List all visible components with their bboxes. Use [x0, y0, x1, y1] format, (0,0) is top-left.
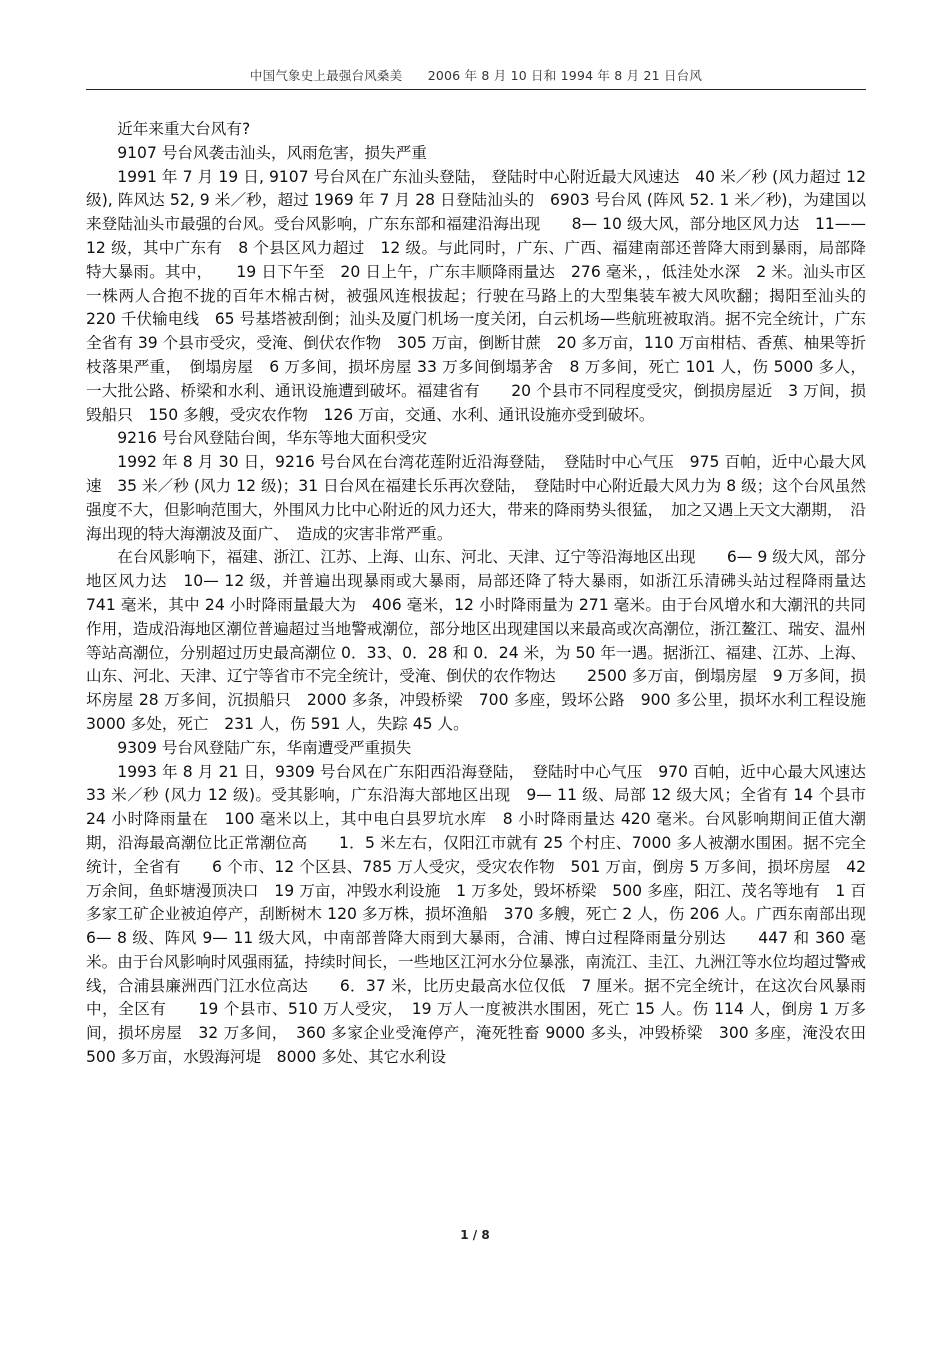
paragraph-intro-question: 近年来重大台风有?	[117, 120, 251, 138]
paragraph-9216-impact: 在台风影响下，福建、浙江、江苏、上海、山东、河北、天津、辽宁等沿海地区出现 6— 9 级大风，部分地区风力达 10— 12 级，并普遍出现暴雨或大暴雨，局部还降了特大暴雨，如浙江乐清砩头站过程降雨量达 741 毫米，其中 24 小时降雨量最大为 406 毫米，12 小时降雨量为 271 毫米。由于台风增水和大潮汛的共同作用，造成沿海地区潮位普遍超过当地警戒潮位，部分地区出现建国以来最高或次高潮位，浙江鳌江、瑞安、温州等站高潮位，分别超过历史最高潮位 0．33、0．28 和 0．24 米，为 50 年一遇。据浙江、福建、江苏、上海、山东、河北、天津、辽宁等省市不完全统计，受淹、倒伏的农作物达 2500 多万亩，倒塌房屋 9 万多间，损坏房屋 28 万多间，沉损船只 2000 多条，冲毁桥梁 700 多座，毁坏公路 900 多公里，损坏水利工程设施 3000 多处，死亡 231 人，伤 591 人，失踪 45 人。	[86, 548, 898, 733]
document-body	[86, 118, 898, 1070]
heading-9309-typhoon: 9309 号台风登陆广东，华南遭受严重损失	[117, 738, 412, 757]
heading-9107-typhoon: 9107 号台风袭击汕头，风雨危害，损失严重	[117, 143, 427, 162]
paragraph-9216-landfall: 1992 年 8 月 30 日，9216 号台风在台湾花莲附近沿海登陆， 登陆时中心气压 975 百帕，近中心最大风速 35 米／秒 (风力 12 级)；31 日台风在福建长乐再次登陆， 登陆时中心附近最大风力为 8 级；这个台风虽然强度不大，但影响范围大，外围风力比中心附近的风力还大，带来的降雨势头很猛， 加之又遇上天文大潮期， 沿海出现的特大海潮波及面广、 造成的灾害非常严重。	[86, 453, 866, 543]
paragraph-9107-details: 1991 年 7 月 19 日, 9107 号台风在广东汕头登陆， 登陆时中心附近最大风速达 40 米／秒 (风力超过 12 级), 阵风达 52, 9 米／秒，超过 1969 年 7 月 28 日登陆汕头的 6903 号台风 (阵风 52. 1 米／秒)，为建国以来登陆汕头市最强的台风。受台风影响，广东东部和福建沿海出现 8— 10 级大风，部分地区风力达 11—— 12 级，其中广东有 8 个县区风力超过 12 级。与此同时，广东、广西、福建南部还普降大雨到暴雨，局部降特大暴雨。其中， 19 日下午至 20 日上午，广东丰顺降雨量达 276 毫米，，低洼处水深 2 米。汕头市区一株两人合抱不拢的百年木棉古树，被强风连根拔起；行驶在马路上的大型集装车被大风吹翻；揭阳至汕头的 220 千伏输电线 65 号基塔被刮倒；汕头及厦门机场一度关闭，白云机场—些航班被取消。据不完全统计，广东全省有 39 个县市受灾，受淹、倒伏农作物 305 万亩，倒断甘蔗 20 多万亩，110 万亩柑桔、香蕉、柚果等折枝落果严重， 倒塌房屋 6 万多间，损坏房屋 33 万多间倒塌茅舍 8 万多间，死亡 101 人，伤 5000 多人，一大批公路、桥梁和水利、通讯设施遭到破坏。福建省有 20 个县市不同程度受灾，倒损房屋近 3 万间，损毁船只 150 多艘，受灾农作物 126 万亩，交通、水利、通讯设施亦受到破坏。	[86, 167, 898, 424]
page-number: 1 / 8	[460, 1228, 490, 1242]
page-header: 中国气象史上最强台风桑美 2006 年 8 月 10 日和 1994 年 8 月 21 日台风	[249, 68, 703, 83]
paragraph-9309-details: 1993 年 8 月 21 日，9309 号台风在广东阳西沿海登陆， 登陆时中心气压 970 百帕，近中心最大风速达 33 米／秒 (风力 12 级)。受其影响，广东沿海大部地区出现 9— 11 级、局部 12 级大风；全省有 14 个县市 24 小时降雨量在 100 毫米以上，其中电白县罗坑水库 8 小时降雨量达 420 毫米。台风影响期间正值大潮期，沿海最高潮位比正常潮位高 1．5 米左右，仅阳江市就有 25 个村庄、7000 多人被潮水围困。据不完全统计，全省有 6 个市、12 个区县、785 万人受灾，受灾农作物 501 万亩，倒房 5 万多间，损坏房屋 42 万余间，鱼虾塘漫顶决口 19 万亩，冲毁水利设施 1 万多处，毁坏桥梁 500 多座，阳江、茂名等地有 1 百多家工矿企业被迫停产，刮断树木 120 多万株，损坏渔船 370 多艘，死亡 2 人，伤 206 人。广西东南部出现 6— 8 级、阵风 9— 11 级大风，中南部普降大雨到大暴雨，合浦、博白过程降雨量分别达 447 和 360 毫米。由于台风影响时风强雨猛，持续时间长，一些地区江河水分位暴涨，南流江、圭江、九洲江等水位均超过警戒线，合浦县廉洲西门江水位高达 6．37 米，比历史最高水位仅低 7 厘米。据不完全统计，在这次台风暴雨中，全区有 19 个县市、510 万人受灾， 19 万人一度被洪水围困，死亡 15 人。伤 114 人，倒房 1 万多间，损坏房屋 32 万多间， 360 多家企业受淹停产，淹死牲畜 9000 多头，冲毁桥梁 300 多座，淹没农田 500 多万亩，水毁海河堤 8000 多处、其它水利设	[86, 762, 882, 1067]
header-divider	[86, 89, 866, 90]
heading-9216-typhoon: 9216 号台风登陆台闽，华东等地大面积受灾	[117, 429, 427, 448]
